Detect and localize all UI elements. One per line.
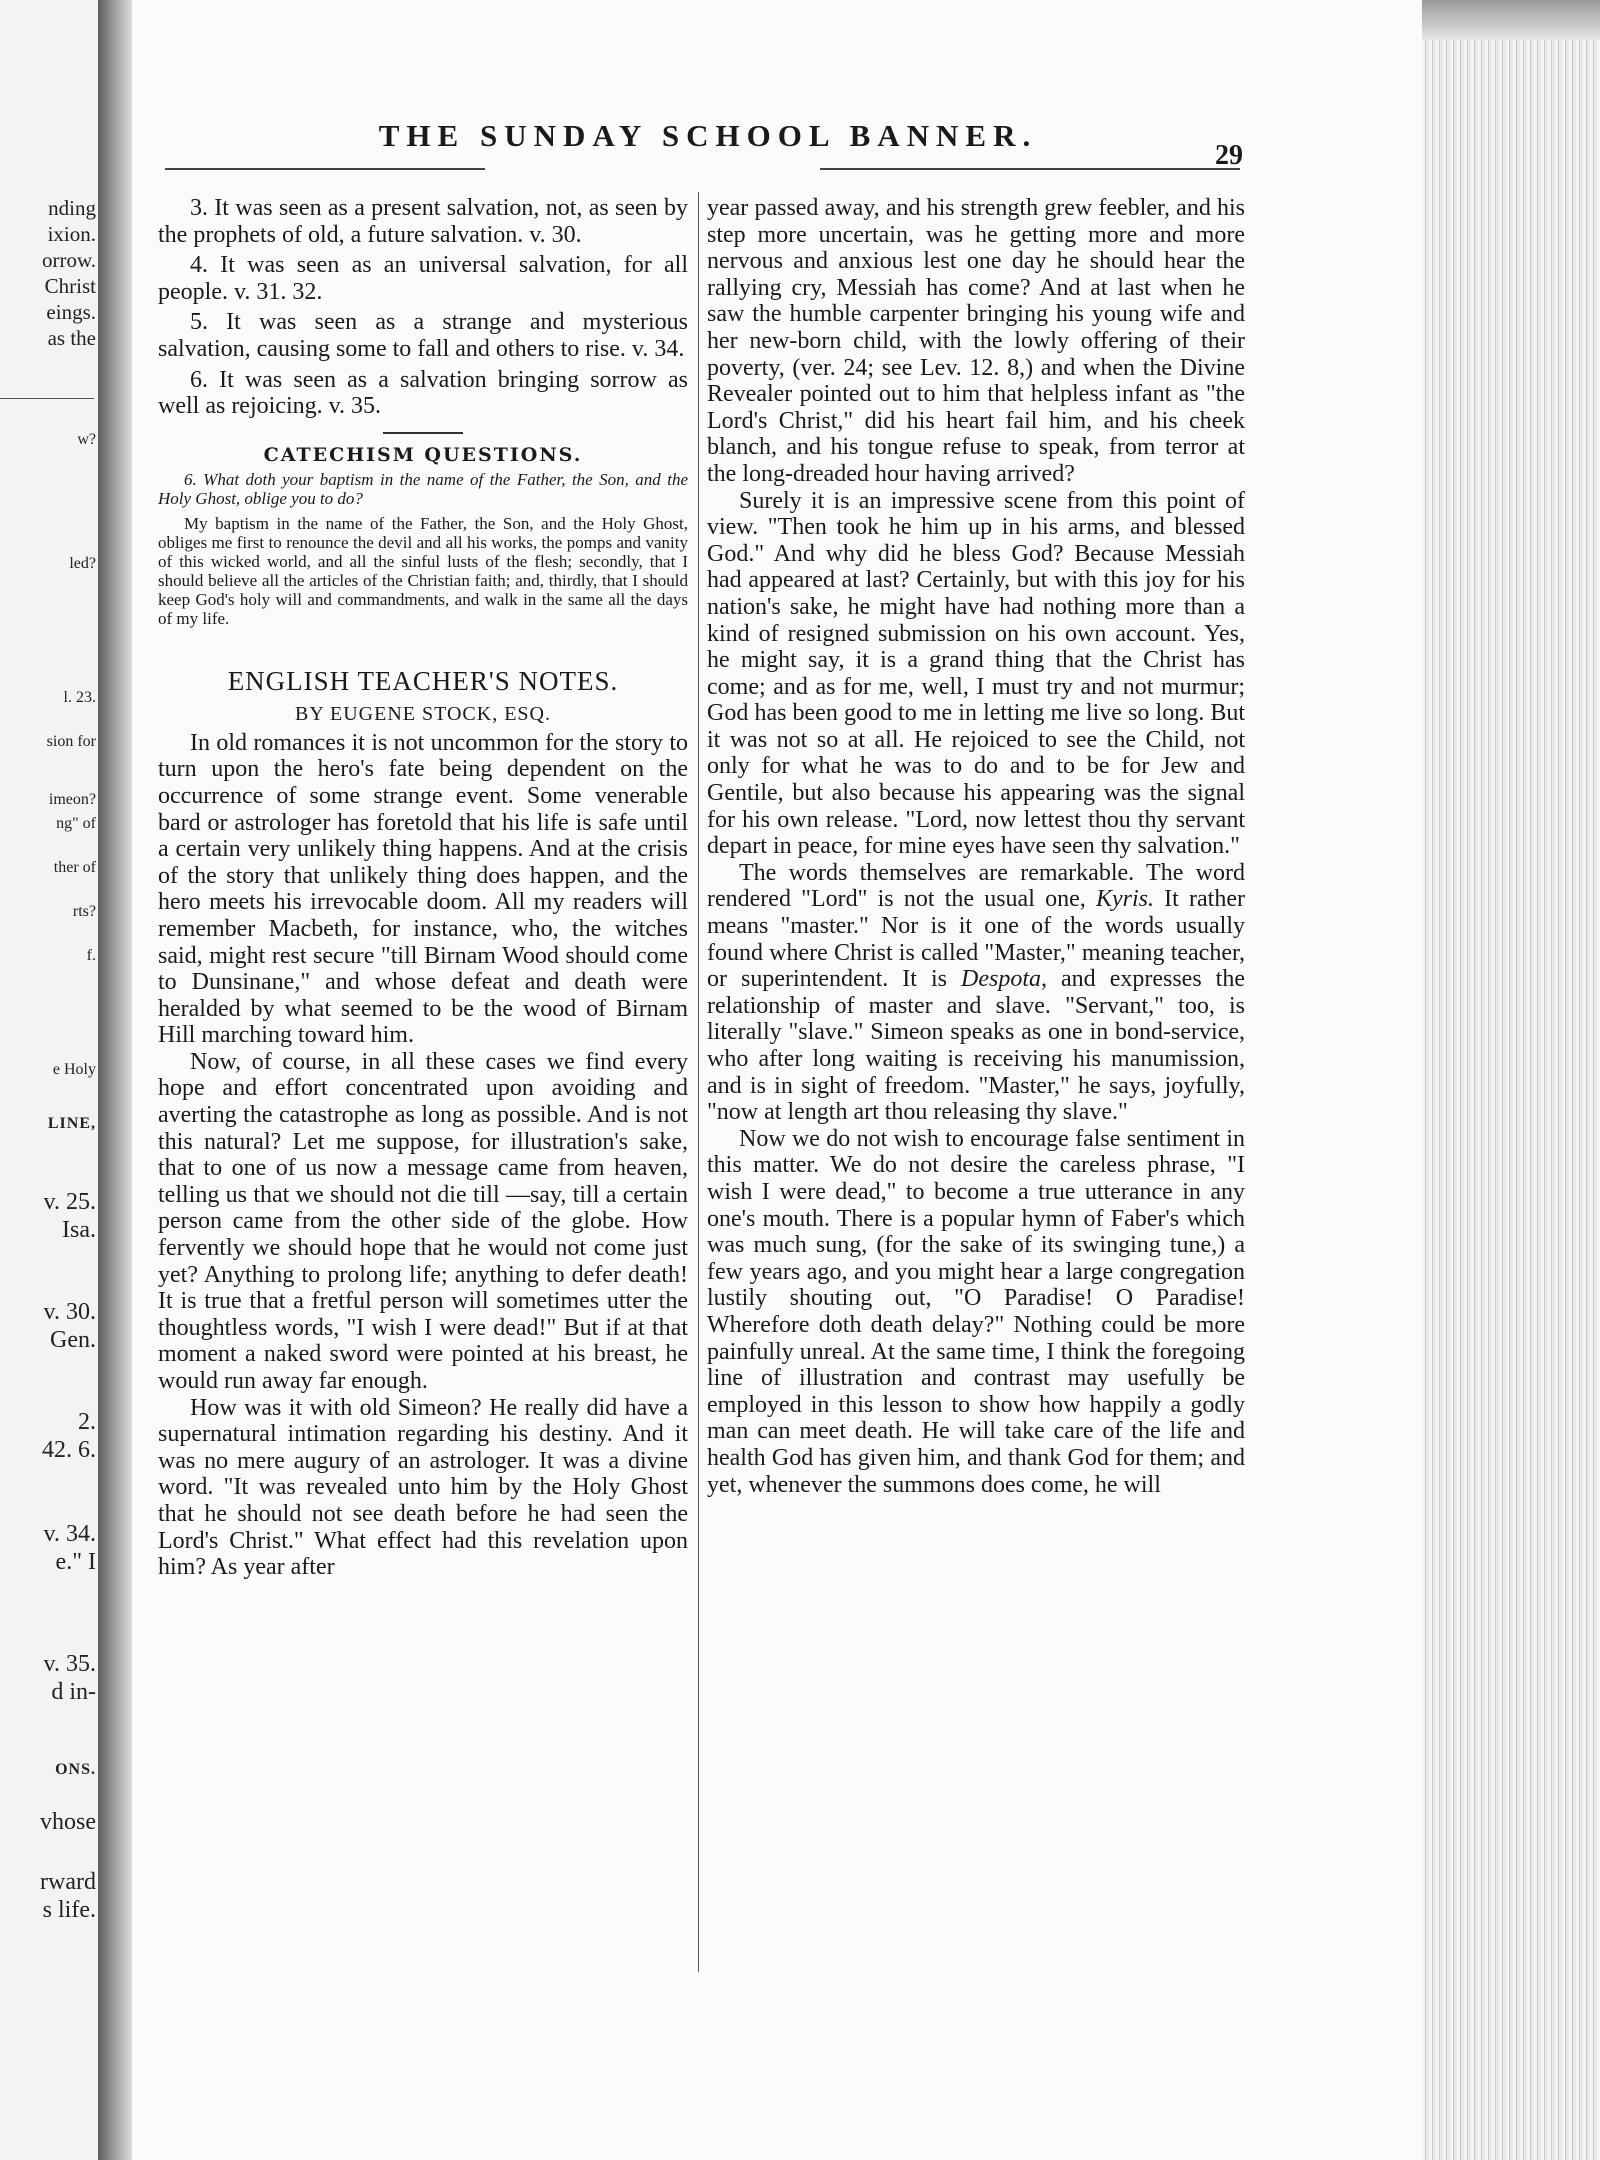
greek-word-despota: Despota, (961, 966, 1048, 993)
fragment: v. 25. (43, 1189, 96, 1215)
fragment: Isa. (62, 1217, 96, 1243)
page-stack-edge (1422, 40, 1600, 2160)
section-rule (383, 432, 463, 434)
notes-paragraph: Now, of course, in all these cases we find every hope and effort concentrated upon avoiding and averting the catastrophe as long as possible. And is not this natural? Let me suppose, for illustration's sake, that to one of us now a message came from heaven, telling us that we should not die till —say, till a certain person came from the other side of the globe. How fervently we should hope that he would not come just yet? Anything to prolong life; anything to defer death! It is true that a fretful person will sometimes utter the thoughtless words, "I wish I were dead!" But if at that moment a naked sword were pointed at his breast, he would run away far enough. (158, 1048, 688, 1394)
fragment: orrow. (41, 248, 96, 272)
fragment: LINE, (47, 1115, 96, 1132)
fragment: as the (47, 326, 96, 350)
point-item: 4. It was seen as an universal salvation, for all people. v. 31. 32. (158, 252, 688, 305)
fragment: ther of (53, 859, 96, 876)
fragment: l. 23. (63, 689, 96, 706)
fragment: w? (77, 431, 96, 448)
catechism-question: 6. What doth your baptism in the name of the Father, the Son, and the Holy Ghost, oblige you to do? (158, 469, 688, 508)
notes-byline: BY EUGENE STOCK, ESQ. (294, 702, 551, 725)
fragment: s life. (42, 1897, 96, 1923)
fragment: e." I (55, 1549, 96, 1575)
fragment: nding (48, 196, 96, 220)
fragment: imeon? (48, 791, 96, 808)
page-number: 29 (1215, 140, 1243, 171)
fragment: sion for (46, 733, 96, 750)
fragment: 42. 6. (42, 1437, 96, 1463)
notes-paragraph: Now we do not wish to encourage false sentiment in this matter. We do not desire the careless phrase, "I wish I were dead," to become a true utterance in any one's mouth. There is a popular hymn of Faber's which was much sung, (for the sake of its swinging tune,) a few years ago, and you might hear a large congregation lustily shouting out, "O Paradise! O Paradise! Wherefore doth death delay?" Nothing could be more painfully unreal. At the same time, I think the foregoing line of illustration and contrast may usefully be employed in this lesson to show how happily a godly man can meet death. He will take care of the life and health God has given him, and thank God for them; and yet, whenever the summons does come, he will (707, 1125, 1245, 1498)
notes-paragraph (707, 860, 1245, 1126)
point-item: 5. It was seen as a strange and mysterious salvation, causing some to fall and others to rise. v. 34. (158, 309, 688, 362)
fragment: Gen. (50, 1327, 96, 1353)
fragment: led? (69, 555, 96, 572)
point-list (158, 195, 688, 420)
running-title: THE SUNDAY SCHOOL BANNER. (378, 118, 1038, 153)
notes-paragraph: Surely it is an impressive scene from this point of view. "Then took he him up in his arms, and blessed God." And why did he bless God? Because Messiah had appeared at last? Certainly, but with this joy for his nation's sake, he might have had nothing more than a kind of resigned submission on his own account. Yes, he might say, it is a grand thing that the Christ has come; and as for me, well, I must try and not murmur; God has been good to me in letting me live so long. But it was not so at all. He rejoiced to see the Child, not only for what he was to do and to be for Jew and Gentile, but also because his appearing was the signal for his own release. "Lord, now lettest thou thy servant depart in peace, for mine eyes have seen thy salvation." (707, 487, 1245, 860)
catechism-heading: CATECHISM QUESTIONS. (263, 443, 583, 466)
header-rule-left (165, 168, 485, 170)
notes-paragraph: How was it with old Simeon? He really did have a supernatural intimation regarding his destiny. And it was no mere augury of an astrologer. It was a divine word. "It was revealed unto him by the Holy Ghost that he should not see death before he had seen the Lord's Christ." What effect had this revelation upon him? As year after (158, 1394, 688, 1581)
header-rule-right (820, 168, 1240, 170)
fragment: eings. (46, 300, 96, 324)
facing-page (0, 0, 98, 2160)
greek-word-kyris: Kyris. (1095, 886, 1154, 913)
notes-title: ENGLISH TEACHER'S NOTES. (227, 665, 619, 696)
point-item: 6. It was seen as a salvation bringing sorrow as well as rejoicing. v. 35. (158, 366, 688, 420)
fragment: v. 30. (43, 1299, 96, 1325)
right-column (707, 195, 1245, 1498)
fragment: d in- (51, 1679, 96, 1705)
fragment: rts? (72, 903, 96, 920)
notes-paragraph: In old romances it is not uncommon for the story to turn upon the hero's fate being dependent on the occurrence of some strange event. Some venerable bard or astrologer has foretold that his life is safe until a certain very unlikely thing happens. And at the crisis of the story that unlikely thing does happen, and the hero meets his irrevocable doom. All my readers will remember Macbeth, for instance, who, the witches said, might rest secure "till Birnam Wood should come to Dunsinane," and whose defeat and death were heralded by what seemed to be the wood of Birnam Hill marching toward him. (158, 729, 688, 1049)
column-divider (698, 192, 699, 1972)
fragment: vhose (40, 1809, 96, 1835)
left-column (158, 195, 688, 1581)
point-item: 3. It was seen as a present salvation, not, as seen by the prophets of old, a future salvation. v. 30. (158, 195, 688, 248)
fragment: ng" of (56, 815, 96, 832)
fragment: v. 34. (43, 1521, 96, 1547)
fragment: ONS. (55, 1761, 96, 1778)
notes-paragraph-continued: year passed away, and his strength grew feebler, and his step more uncertain, was he getting more and more nervous and anxious lest one day he should hear the rallying cry, Messiah has come? And at last when he saw the humble carpenter bringing his young wife and her new-born child, with the lowly offering of their poverty, (ver. 24; see Lev. 12. 8,) and when the Divine Revealer pointed out to him that helpless infant as "the Lord's Christ," did his heart fail him, and his cheek blanch, and his tongue refuse to speak, from terror at the long-dreaded hour having arrived? (707, 195, 1245, 487)
text-run: The words themselves are remarkable. The word rendered "Lord" is not the usual one, (707, 859, 1245, 913)
catechism-answer: My baptism in the name of the Father, the Son, and the Holy Ghost, obliges me first to renounce the devil and all his works, the pomps and vanity of this wicked world, and all the sinful lusts of the flesh; secondly, that I should believe all the articles of the Christian faith; and, thirdly, that I should keep God's holy will and commandments, and walk in the same all the days of my life. (158, 513, 688, 628)
fragment-rule (0, 398, 94, 399)
fragment: f. (86, 947, 96, 964)
fragment: ixion. (47, 222, 96, 246)
fragment: v. 35. (43, 1651, 96, 1677)
text-run: and expresses the relationship of master and slave. "Servant," too, is literally "slave." Simeon speaks as one in bond-service, who after long waiting is receiving his manumission, and is in sight of freedom. "Master," he says, joyfully, "now at length art thou releasing thy slave." (707, 966, 1245, 1126)
page-stack-top (1422, 0, 1600, 40)
fragment: e Holy (52, 1061, 96, 1078)
fragment: Christ (44, 274, 96, 298)
fragment: 2. (78, 1409, 96, 1435)
fragment: rward (40, 1869, 96, 1895)
gutter-shadow (98, 0, 132, 2160)
text-run: It rather means "master." Nor is it one of the words usually found where Christ is called "Master," meaning teacher, or superintendent. It is (707, 886, 1245, 993)
